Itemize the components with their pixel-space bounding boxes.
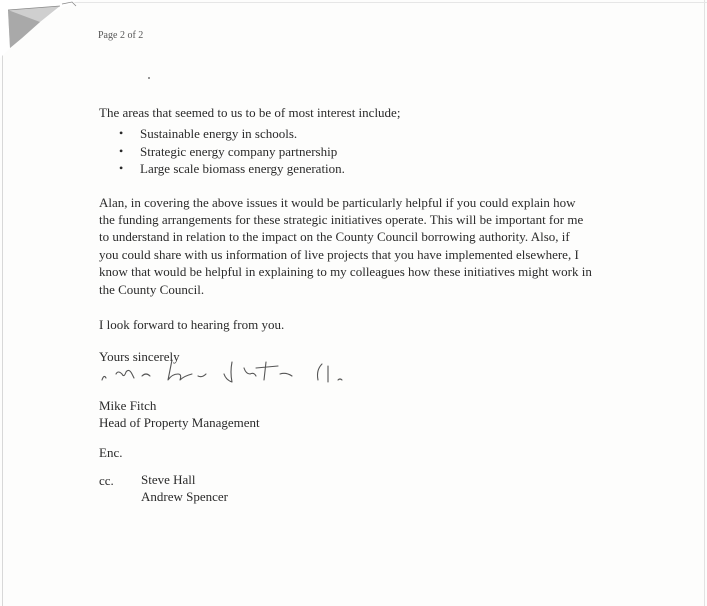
handwritten-signature — [96, 352, 356, 392]
page-edge-left — [2, 0, 3, 606]
funding-paragraph — [99, 194, 655, 298]
folded-corner — [0, 0, 80, 60]
list-item — [99, 160, 659, 178]
list-item — [99, 143, 659, 161]
letter-body — [99, 104, 659, 366]
sign-off: Yours sincerely — [99, 348, 180, 364]
paragraph-line: know that would be helpful in explaining to my colleagues how these initiatives might work in — [99, 264, 592, 280]
signer-block — [99, 397, 260, 431]
bullet-icon: • — [119, 126, 124, 140]
cc-label: cc. — [99, 473, 114, 488]
signer-title: Head of Property Management — [99, 415, 260, 430]
bullet-icon: • — [119, 143, 124, 158]
paragraph-line: to understand in relation to the impact on the County Council borrowing authority. Also, if — [99, 229, 570, 245]
enclosure-note: Enc. — [99, 445, 123, 460]
list-item-text: Sustainable energy in schools. — [140, 126, 298, 141]
list-item — [99, 125, 659, 143]
paragraph-line: the funding arrangements for these strategic initiatives operate. This will be important for me — [99, 211, 584, 227]
closing-line: I look forward to hearing from you. — [99, 316, 285, 332]
cc-recipient: Steve Hall — [141, 472, 196, 487]
scan-speck — [148, 77, 150, 79]
paragraph-line: Alan, in covering the above issues it would be particularly helpful if you could explain how — [99, 194, 576, 210]
intro-sentence: The areas that seemed to us to be of most interest include; — [99, 105, 401, 120]
interest-list — [99, 125, 659, 178]
page-edge-top — [0, 2, 707, 3]
cc-recipients — [141, 471, 228, 505]
list-item-text: Strategic energy company partnership — [140, 143, 338, 159]
paragraph-line: you could share with us information of live projects that you have implemented elsewhere, I — [99, 246, 579, 262]
bullet-icon: • — [119, 161, 124, 175]
signer-name: Mike Fitch — [99, 398, 157, 413]
page-number: Page 2 of 2 — [98, 30, 144, 41]
page-edge-right — [704, 0, 705, 606]
list-item-text: Large scale biomass energy generation. — [140, 161, 345, 176]
cc-recipient: Andrew Spencer — [141, 489, 228, 504]
paragraph-line: the County Council. — [99, 281, 205, 297]
